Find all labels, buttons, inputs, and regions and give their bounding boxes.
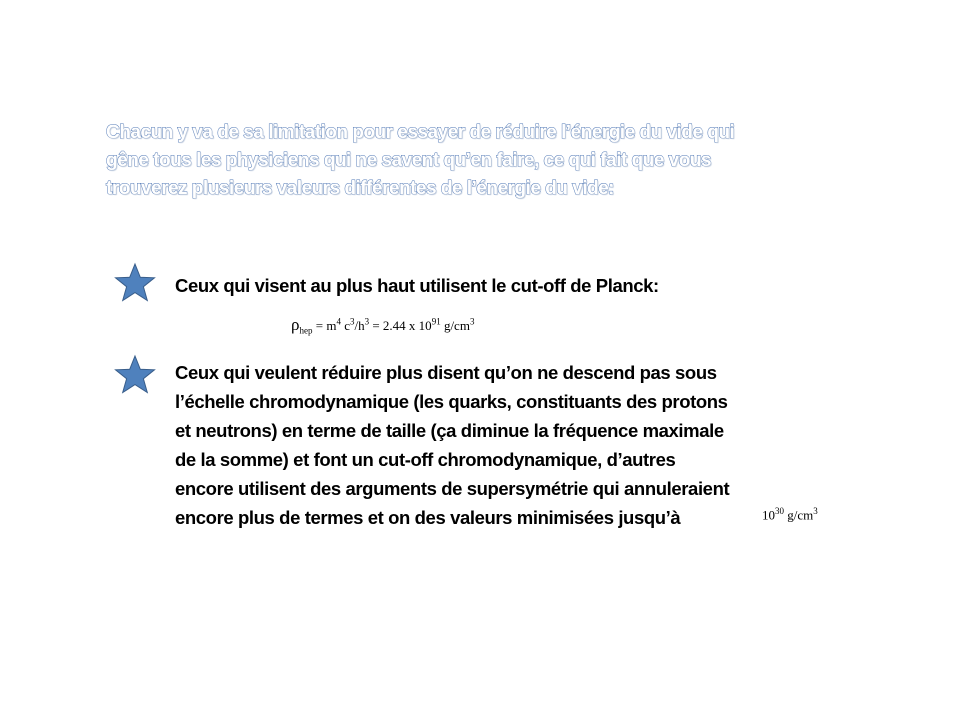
bullet-line: Ceux qui visent au plus haut utilisent le cut-off de Planck:: [175, 275, 659, 296]
bullet-line: encore plus de termes et on des valeurs minimisées jusqu’à: [175, 507, 681, 528]
bullet-line: de la somme) et font un cut-off chromodynamique, d’autres: [175, 449, 676, 470]
star-icon: [114, 354, 156, 396]
formula-unit: g/cm: [787, 507, 814, 523]
star-icon: [114, 262, 156, 304]
formula-exponent: 3: [813, 506, 818, 516]
heading-line: gêne tous les physiciens qui ne savent qu’en faire, ce qui fait que vous: [106, 150, 711, 171]
formula-subscript: hep: [299, 325, 313, 336]
formula-text: /h: [354, 318, 365, 333]
formula-exponent: 91: [431, 316, 441, 327]
heading-line: Chacun y va de sa limitation pour essayer de réduire l’énergie du vide qui: [106, 122, 735, 143]
formula-value: = 2.44 x 10: [372, 318, 432, 333]
bullet-chromodynamic-cutoff: [175, 358, 729, 532]
heading-line: trouverez plusieurs valeurs différentes de l’énergie du vide:: [106, 178, 615, 199]
formula-exponent: 3: [469, 316, 475, 327]
formula-text: = m: [315, 318, 337, 333]
rho-symbol: ρ: [291, 315, 300, 334]
formula-text: c: [344, 318, 350, 333]
minimum-density-formula: [762, 506, 818, 523]
bullet-line: encore utilisent des arguments de supersymétrie qui annuleraient: [175, 478, 730, 499]
formula-exponent: 30: [775, 506, 784, 516]
bullet-line: l’échelle chromodynamique (les quarks, constituants des protons: [175, 391, 728, 412]
bullet-line: Ceux qui veulent réduire plus disent qu’on ne descend pas sous: [175, 362, 717, 383]
planck-density-formula: [291, 315, 474, 336]
slide-heading: [106, 119, 846, 203]
formula-exponent: 3: [349, 316, 355, 327]
formula-exponent: 3: [364, 316, 370, 327]
formula-exponent: 4: [336, 316, 341, 327]
formula-unit: g/cm: [443, 318, 470, 333]
bullet-line: et neutrons) en terme de taille (ça diminue la fréquence maximale: [175, 420, 724, 441]
bullet-planck-cutoff: [175, 271, 659, 300]
formula-base: 10: [762, 507, 775, 523]
